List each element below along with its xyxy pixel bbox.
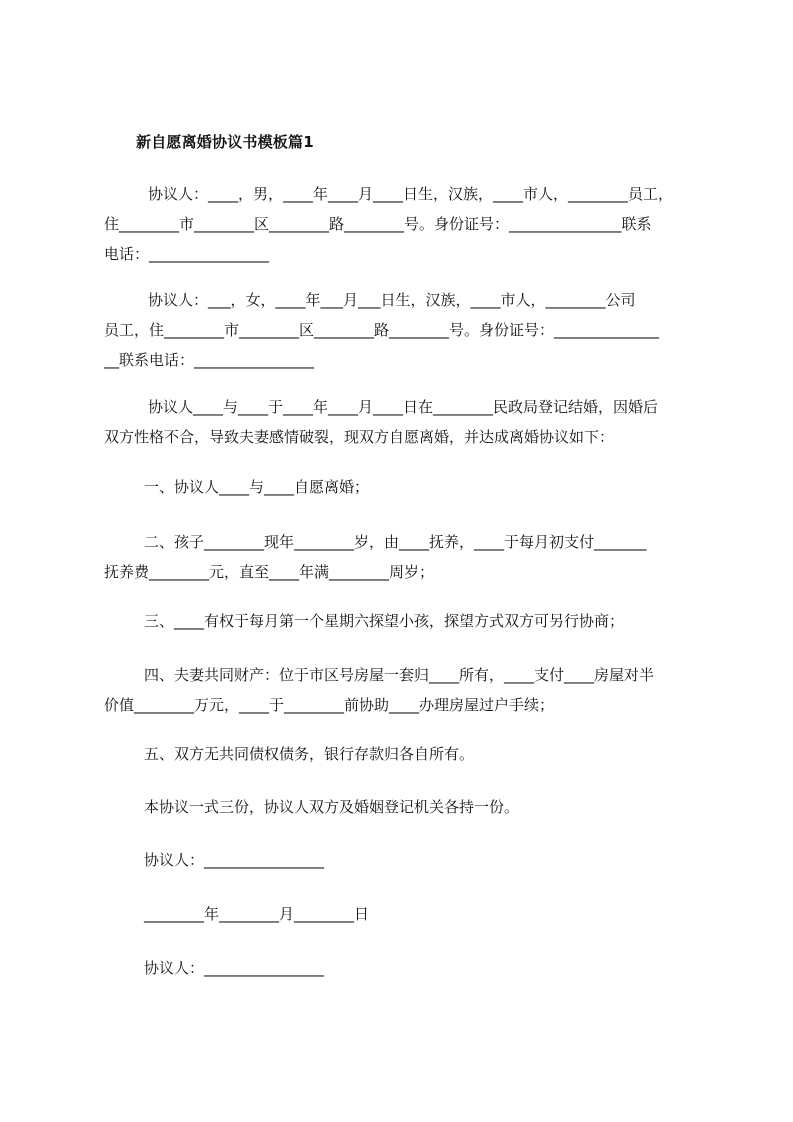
- copies-statement: 本协议一式三份，协议人双方及婚姻登记机关各持一份。: [144, 798, 520, 816]
- clause-3: 三、____有权于每月第一个星期六探望小孩，探望方式双方可另行协商；: [144, 612, 625, 630]
- party2-line: 员工，住________市________区________路________号。身份证号：______________: [104, 321, 660, 339]
- party1-line: 协议人：____，男，____年____月____日生，汉族，____市人，________员工，: [148, 185, 674, 203]
- clause-2-line: 抚养费________元，直至____年满________周岁；: [104, 563, 435, 581]
- signature-line-2: 协议人：________________: [144, 959, 325, 977]
- clause-1: 一、协议人____与____自愿离婚；: [144, 478, 370, 496]
- intro-line: 协议人____与____于____年____月____日在________民政局登记结婚，因婚后: [148, 398, 659, 416]
- party1-paragraph: [104, 179, 700, 269]
- intro-line: 双方性格不合，导致夫妻感情破裂，现双方自愿离婚，并达成离婚协议如下：: [104, 428, 615, 446]
- intro-paragraph: [104, 392, 700, 452]
- date-line: ________年________月________日: [144, 905, 370, 923]
- party2-line: __联系电话：________________: [104, 351, 315, 369]
- signature-line-1: 协议人：________________: [144, 851, 325, 869]
- clause-2-paragraph: [104, 527, 700, 587]
- clause-4-line: 四、夫妻共同财产：位于市区号房屋一套归____所有，____支付____房屋对半: [144, 666, 655, 684]
- document-title: 新自愿离婚协议书模板篇1: [136, 133, 314, 151]
- clause-4-line: 价值________万元，____于________前协助____办理房屋过户手续；: [104, 696, 555, 714]
- party1-line: 住________市________区________路________号。身份证号：_______________联系: [104, 215, 652, 233]
- clause-5: 五、双方无共同债权债务，银行存款归各自所有。: [144, 745, 475, 763]
- party1-line: 电话：________________: [104, 245, 270, 263]
- clause-4-paragraph: [104, 660, 700, 720]
- party2-line: 协议人：___，女，____年___月___日生，汉族，____市人，________公司: [148, 291, 636, 309]
- clause-2-line: 二、孩子________现年________岁，由____抚养，____于每月初支付_______: [144, 533, 647, 551]
- party2-paragraph: [104, 285, 700, 375]
